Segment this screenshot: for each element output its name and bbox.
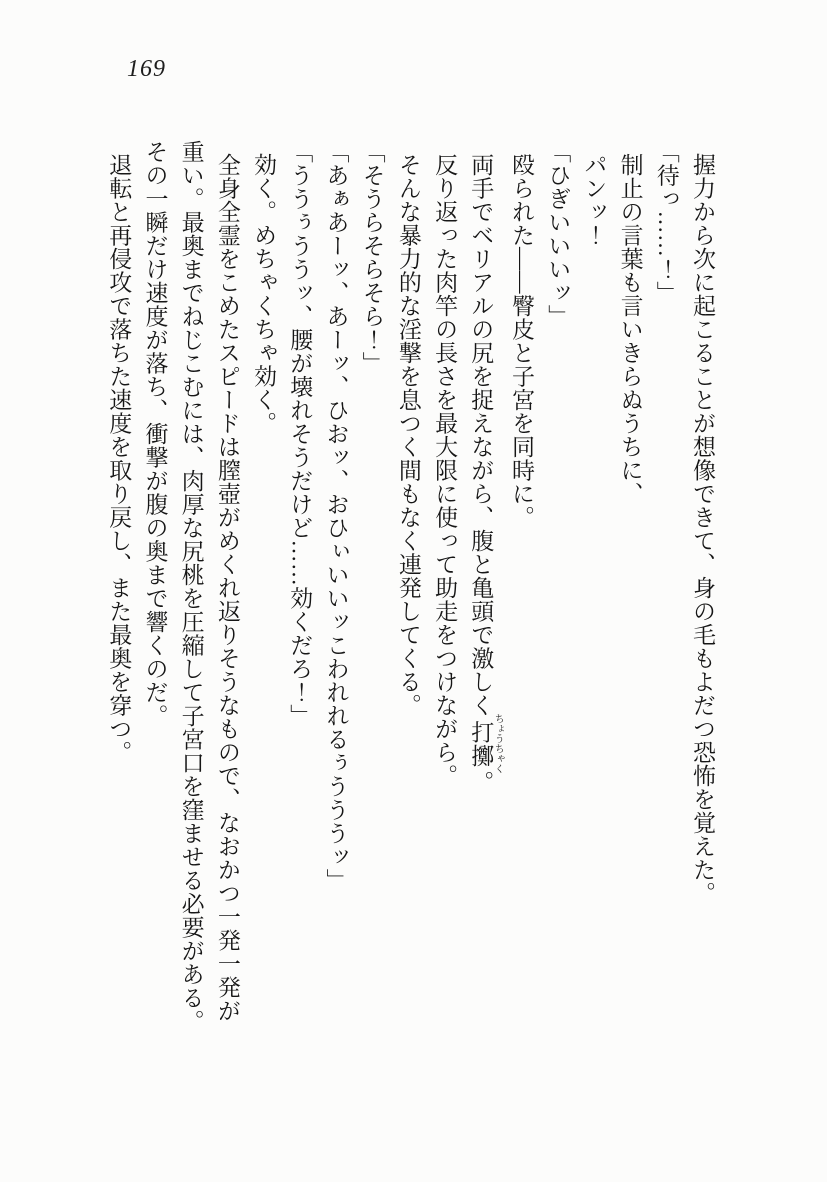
- paragraph-8: 反り返った肉竿の長さを最大限に使って助走をつけながら。: [432, 153, 458, 788]
- body-text: [100, 140, 720, 1035]
- ruby-annotation: 打擲 ちょうちゃく: [468, 713, 504, 774]
- paragraph-7: 両手でベリアルの尻を捉えながら、腹と亀頭で激しく打擲 ちょうちゃく。: [468, 153, 504, 794]
- paragraph-13: 効く。めちゃくちゃ効く。: [251, 153, 277, 435]
- page-number: 169: [127, 56, 166, 82]
- paragraph-14: 全身全霊をこめたスピードは膣壺がめくれ返りそうなもので、なおかつ一発一発が重い。最奥までねじこむには、肉厚な尻桃を圧縮して子宮口を窪ませる必要がある。その一瞬だけ速度が落ち、衝撃が腹の奥まで響くのだ。: [142, 140, 240, 1033]
- paragraph-9: そんな暴力的な淫撃を息つく間もなく連発してくる。: [395, 153, 421, 717]
- paragraph-1: 握力から次に起こることが想像できて、身の毛もよだつ恐怖を覚えた。: [690, 153, 715, 905]
- paragraph-10: 「そうらそらそら！」: [359, 140, 385, 375]
- paragraph-12: 「ううぅううッ、腰が壊れそうだけど……効くだろ！」: [287, 140, 313, 728]
- paragraph-5: 「ひぎいいいッ」: [545, 140, 571, 328]
- paragraph-6: 殴られた――臀皮と子宮を同時に。: [508, 153, 534, 529]
- paragraph-4: パンッ！: [581, 153, 607, 247]
- paragraph-2: 「待っ……！」: [653, 140, 679, 305]
- paragraph-3: 制止の言葉も言いきらぬうちに、: [617, 153, 643, 506]
- paragraph-11: 「あぁあーッ、あーッ、ひおッ、おひぃいいッこわれれるぅうううッ」: [323, 140, 349, 892]
- paragraph-15: 退転と再侵攻で落ちた速度を取り戻し、また最奥を穿つ。: [106, 153, 132, 764]
